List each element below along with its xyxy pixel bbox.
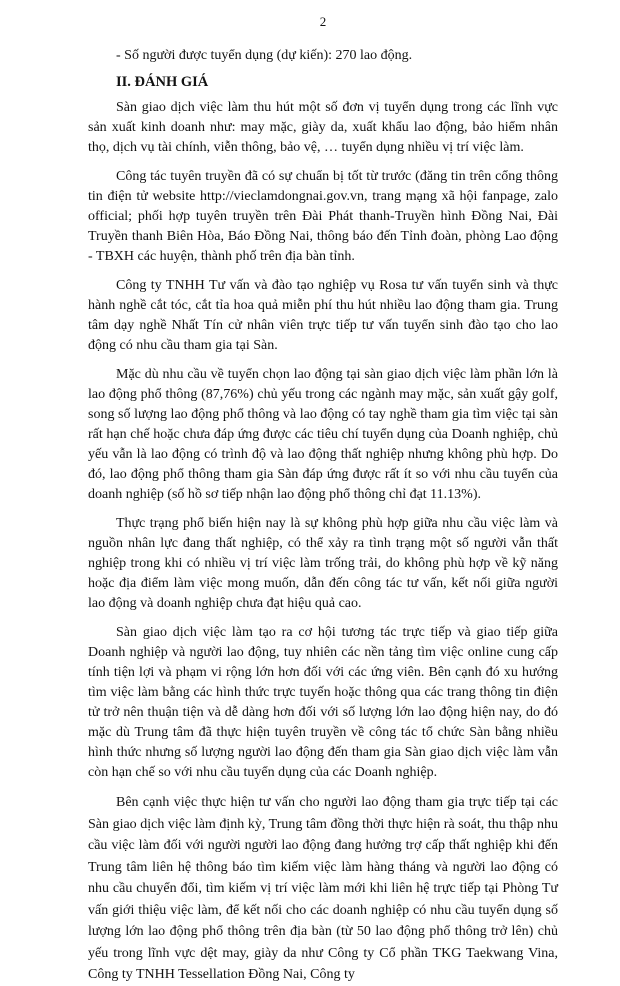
paragraph-training-partners: Công ty TNHH Tư vấn và đào tạo nghiệp vụ Rosa tư vấn tuyển sinh và thực hành nghề cắt tóc, cắt tỉa hoa quả miễn phí thu hút nhiều lao động tham gia. Trung tâm dạy nghề Nhất Tín cử nhân viên trực tiếp tư vấn tuyển sinh đào tạo cho lao động có nhu cầu tham gia tại Sàn. xyxy=(88,278,558,353)
paragraph-communication: Công tác tuyên truyền đã có sự chuẩn bị tốt từ trước (đăng tin trên cổng thông tin điện tử website http://vieclamdongnai.gov.vn, trang mạng xã hội fanpage, zalo official; phối hợp tuyên truyền trên Đài Phát thanh-Truyền hình Đồng Nai, Đài Truyền thanh Biên Hòa, Báo Đồng Nai, thông báo đến Tỉnh đoàn, phòng Lao động - TBXH các huyện, thành phố trên địa bàn tỉnh. xyxy=(88,169,558,264)
recruited-count-line: - Số người được tuyển dụng (dự kiến): 270 lao động. xyxy=(116,48,413,63)
paragraph-direct-consulting: Bên cạnh việc thực hiện tư vấn cho người lao động tham gia trực tiếp tại các Sàn giao dịch việc làm định kỳ, Trung tâm đồng thời thực hiện rà soát, thu thập nhu cầu việc làm đối với người người lao động đang hưởng trợ cấp thất nghiệp khi đến Trung tâm liên hệ thông báo tìm kiếm việc làm hàng tháng và người lao động có nhu cầu chuyển đổi, tìm kiếm vị trí việc làm mới khi liên hệ trực tiếp tại Phòng Tư vấn giới thiệu việc làm, để kết nối cho các doanh nghiệp có nhu cầu tuyển dụng số lượng lớn lao động phổ thông trên địa bàn (từ 50 lao động phổ thông trở lên) chủ yếu trong lĩnh vực dệt may, giày da như Công ty Cổ phần TKG Taekwang Vina, Công ty TNHH Tessellation Đồng Nai, Công ty xyxy=(88,795,558,982)
paragraph-labor-demand: Mặc dù nhu cầu về tuyển chọn lao động tại sàn giao dịch việc làm phần lớn là lao động phổ thông (87,76%) chủ yếu trong các ngành may mặc, sản xuất gậy golf, song số lượng lao động phổ thông và lao động có tay nghề tham gia tìm việc tại sàn rất hạn chế hoặc chưa đáp ứng được các tiêu chí tuyển dụng của Doanh nghiệp, chủ yếu vẫn là lao động có trình độ và lao động thất nghiệp nhưng không phù hợp. Do đó, lao động phổ thông tham gia Sàn đáp ứng được rất ít so với nhu cầu tuyển của doanh nghiệp (số hồ sơ tiếp nhận lao động phổ thông chỉ đạt 11.13%). xyxy=(88,367,558,502)
section-heading: II. ĐÁNH GIÁ xyxy=(116,74,209,90)
paragraph-mismatch: Thực trạng phổ biến hiện nay là sự không phù hợp giữa nhu cầu việc làm và nguồn nhân lực đang thất nghiệp, có thể xảy ra tình trạng một số người vẫn thất nghiệp trong khi có nhiều vị trí việc làm trống trải, do không phù hợp về kỹ năng hoặc địa điểm làm việc mong muốn, dẫn đến công tác tư vấn, kết nối giữa người lao động và doanh nghiệp chưa đạt hiệu quả cao. xyxy=(88,516,558,611)
paragraph-recruiting-units: Sàn giao dịch việc làm thu hút một số đơn vị tuyển dụng trong các lĩnh vực sản xuất kinh doanh như: may mặc, giày da, xuất khẩu lao động, bảo hiểm nhân thọ, dịch vụ tài chính, viễn thông, bảo vệ, … tuyển dụng nhiều vị trí việc làm. xyxy=(88,100,558,155)
paragraph-online-platforms: Sàn giao dịch việc làm tạo ra cơ hội tương tác trực tiếp và giao tiếp giữa Doanh nghiệp và người lao động, tuy nhiên các nền tảng tìm việc online cung cấp tính tiện lợi và phạm vi rộng lớn hơn đối với các ứng viên. Bên cạnh đó xu hướng tìm việc làm bằng các hình thức trực tuyến hoặc thông qua các trang thông tin điện tử trở nên thuận tiện và dễ dàng hơn đối với số lượng lớn lao động hiện nay, do đó mặc dù Trung tâm đã thực hiện tuyên truyền về công tác tổ chức Sàn bằng nhiều hình thức nhưng số lượng người lao động đến tham gia Sàn giao dịch việc làm vẫn còn hạn chế so với nhu cầu tuyển dụng của các Doanh nghiệp. xyxy=(88,625,558,780)
page-number: 2 xyxy=(319,14,327,29)
